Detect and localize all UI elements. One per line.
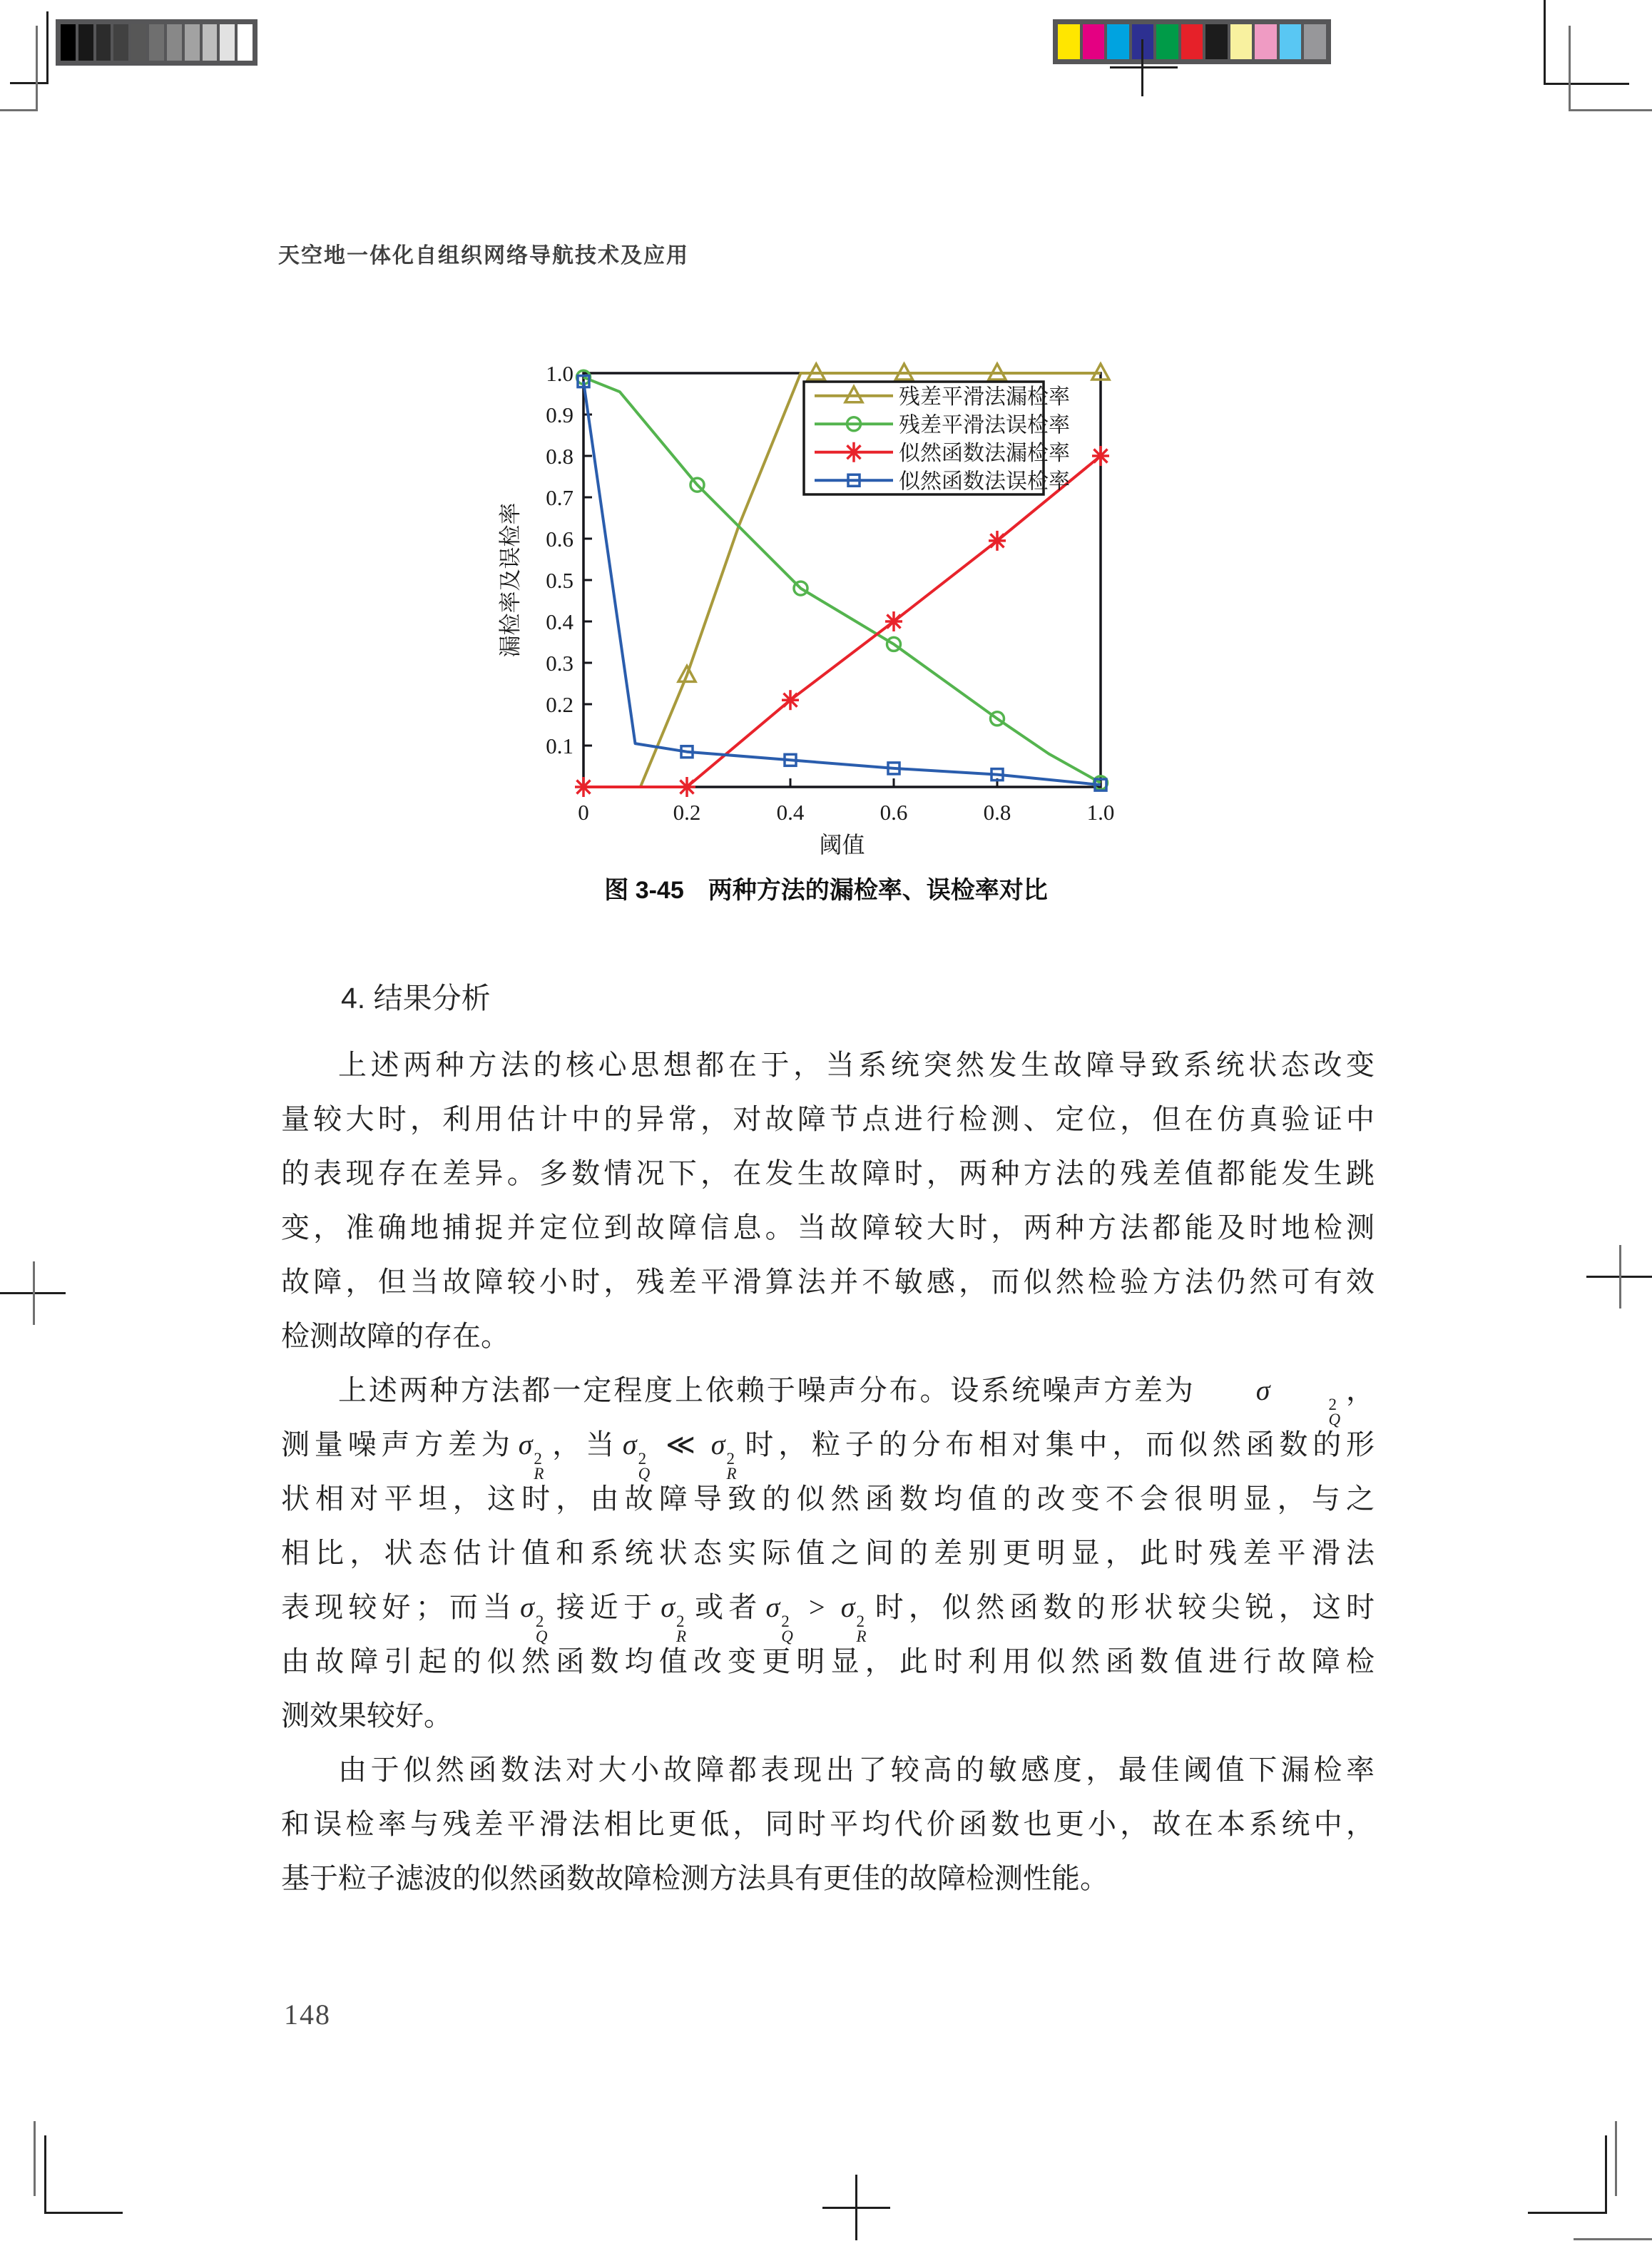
y-tick-label: 0.1 <box>546 733 573 758</box>
crop-mark <box>44 2135 46 2214</box>
line-chart <box>471 352 1141 880</box>
x-axis-label: 阈值 <box>819 832 865 858</box>
sigma-squared-symbol: σ 2 R <box>661 1591 686 1645</box>
x-tick-label: 0.6 <box>879 800 908 825</box>
crop-mark <box>1544 83 1629 85</box>
crop-mark <box>1569 26 1571 111</box>
crop-mark <box>1569 109 1652 111</box>
legend-label-likelihood-function-false-rate: 似然函数法误检率 <box>899 469 1070 494</box>
text-line: 上述两种方法的核心思想都在于，当系统突然发生故障导致系统状态改变 <box>338 1049 1375 1081</box>
sigma-squared-symbol: σ 2 R <box>518 1428 544 1483</box>
text-line: 变，准确地捕捉并定位到故障信息。当故障较大时，两种方法都能及时地检测 <box>281 1211 1375 1244</box>
legend-label-residual-smoothing-false-rate: 残差平滑法误检率 <box>899 413 1070 437</box>
text-line: 量较大时，利用估计中的异常，对故障节点进行检测、定位，但在仿真验证中 <box>281 1103 1375 1135</box>
text-line: 故障，但当故障较小时，残差平滑算法并不敏感，而似然检验方法仍然可有效 <box>281 1266 1375 1298</box>
y-tick-label: 0.9 <box>546 402 573 427</box>
color-swatch-1 <box>1080 24 1105 59</box>
sigma-squared-symbol: σ 2 Q <box>520 1591 548 1645</box>
legend-label-residual-smoothing-miss-rate: 残差平滑法漏检率 <box>899 385 1070 409</box>
y-axis-label: 漏检率及误检率 <box>498 502 523 658</box>
grayscale-swatch-10 <box>235 24 253 61</box>
grayscale-swatch-4 <box>128 24 146 61</box>
sigma-squared-symbol: σ 2 Q <box>765 1591 793 1645</box>
x-axis <box>578 778 1114 825</box>
x-tick-label: 1.0 <box>1086 800 1115 825</box>
grayscale-swatch-2 <box>93 24 111 61</box>
series-likelihood-function-miss-rate <box>575 446 1109 797</box>
grayscale-swatch-0 <box>61 24 76 61</box>
sigma-squared-symbol: σ 2 Q <box>1255 1374 1341 1428</box>
crop-mark <box>1574 2238 1652 2240</box>
crop-mark <box>1110 66 1178 68</box>
crop-mark <box>1615 2121 1617 2196</box>
x-tick-label: 0 <box>578 800 589 825</box>
text-line: 测量噪声方差为 σ 2 R ，当 σ 2 Q ≪ σ 2 R 时，粒子的分布相对集中，而似然函数的形 <box>281 1418 1375 1472</box>
grayscale-calibration-bar <box>56 19 258 66</box>
grayscale-swatch-1 <box>76 24 93 61</box>
color-swatch-9 <box>1277 24 1302 59</box>
color-swatch-7 <box>1228 24 1253 59</box>
crop-mark <box>0 109 38 111</box>
grayscale-swatch-5 <box>146 24 164 61</box>
crop-mark <box>10 82 49 84</box>
text-line: 和误检率与残差平滑法相比更低，同时平均代价函数也更小，故在本系统中， <box>281 1808 1375 1840</box>
sigma-squared-symbol: σ 2 R <box>710 1428 737 1483</box>
page-number: 148 <box>284 1998 331 2031</box>
crop-mark <box>1544 0 1546 84</box>
y-axis <box>546 361 592 758</box>
legend-label-likelihood-function-miss-rate: 似然函数法漏检率 <box>899 441 1070 465</box>
crop-mark <box>1528 2212 1607 2214</box>
color-swatch-4 <box>1153 24 1178 59</box>
x-tick-label: 0.8 <box>983 800 1011 825</box>
crop-mark <box>34 2121 36 2196</box>
color-swatch-10 <box>1301 24 1326 59</box>
figure-chart <box>471 352 1141 880</box>
y-tick-label: 0.2 <box>546 692 573 717</box>
y-tick-label: 0.5 <box>546 568 573 593</box>
text-line: 表现较好；而当 σ 2 Q 接近于 σ 2 R 或者 σ 2 Q > σ 2 R 时，似然函数的形状较尖锐，这时 <box>281 1580 1375 1635</box>
crop-mark <box>36 26 38 111</box>
y-tick-label: 0.8 <box>546 444 573 469</box>
x-tick-label: 0.2 <box>673 800 701 825</box>
chart-legend <box>804 382 1070 494</box>
text-line: 检测故障的存在。 <box>281 1320 509 1352</box>
color-swatch-0 <box>1058 24 1080 59</box>
grayscale-swatch-8 <box>200 24 218 61</box>
sigma-squared-symbol: σ 2 Q <box>622 1428 651 1483</box>
crop-mark <box>1619 1245 1621 1308</box>
text-line: 由故障引起的似然函数均值改变更明显，此时利用似然函数值进行故障检 <box>281 1645 1375 1677</box>
text-line: 状相对平坦，这时，由故障导致的似然函数均值的改变不会很明显，与之 <box>281 1483 1375 1515</box>
crop-mark <box>33 1261 35 1325</box>
crop-mark <box>44 2212 123 2214</box>
y-tick-label: 0.7 <box>546 485 573 510</box>
figure-caption: 图 3-45 两种方法的漏检率、误检率对比 <box>604 877 1048 904</box>
page-header-title: 天空地一体化自组织网络导航技术及应用 <box>278 244 689 268</box>
color-swatch-8 <box>1252 24 1277 59</box>
y-tick-label: 0.4 <box>546 609 573 634</box>
y-tick-label: 0.3 <box>546 651 573 676</box>
grayscale-swatch-7 <box>182 24 200 61</box>
text-line: 上述两种方法都一定程度上依赖于噪声分布。设系统噪声方差为 σ 2 Q ， <box>281 1363 1375 1418</box>
grayscale-swatch-3 <box>111 24 128 61</box>
color-calibration-bar <box>1053 19 1331 64</box>
text-line: 的表现存在差异。多数情况下，在发生故障时，两种方法的残差值都能发生跳 <box>281 1157 1375 1189</box>
text-line: 基于粒子滤波的似然函数故障检测方法具有更佳的故障检测性能。 <box>281 1862 1108 1894</box>
y-tick-label: 1.0 <box>546 361 573 386</box>
x-tick-label: 0.4 <box>776 800 805 825</box>
color-swatch-2 <box>1104 24 1129 59</box>
sigma-squared-symbol: σ 2 R <box>840 1591 867 1645</box>
grayscale-swatch-6 <box>164 24 182 61</box>
text-line: 由于似然函数法对大小故障都表现出了较高的敏感度，最佳阈值下漏检率 <box>338 1754 1375 1786</box>
crop-mark <box>46 11 49 84</box>
crop-mark <box>822 2207 890 2209</box>
color-swatch-5 <box>1178 24 1203 59</box>
text-line: 测效果较好。 <box>281 1699 452 1732</box>
y-tick-label: 0.6 <box>546 527 573 552</box>
section-heading: 4. 结果分析 <box>341 982 491 1015</box>
text-line: 相比，状态估计值和系统状态实际值之间的差别更明显，此时残差平滑法 <box>281 1537 1375 1569</box>
crop-mark <box>1605 2135 1607 2214</box>
color-swatch-6 <box>1203 24 1228 59</box>
grayscale-swatch-9 <box>217 24 235 61</box>
body-text <box>281 1038 1375 1906</box>
